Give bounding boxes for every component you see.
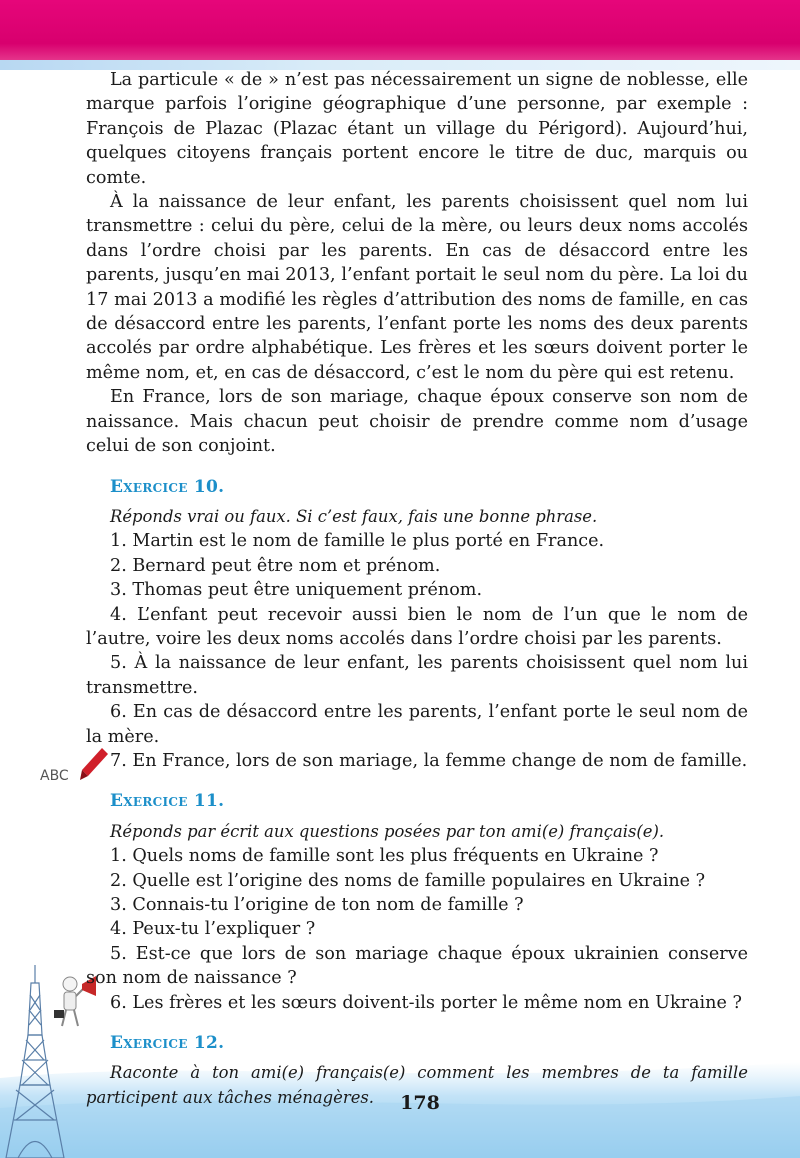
list-item: 5. À la naissance de leur enfant, les parents choisissent quel nom lui transmettre. (86, 653, 748, 698)
list-item: 5. Est-ce que lors de son mariage chaque époux ukrainien conserve son nom de naissance ? (86, 943, 748, 989)
exercise-11-list (86, 844, 748, 1015)
list-item: 3. Connais-tu l’origine de ton nom de famille ? (110, 895, 524, 915)
exercise-11-title: Exercice 11. (110, 791, 225, 812)
exercise-10-instruction: Réponds vrai ou faux. Si c’est faux, fais une bonne phrase. (110, 506, 598, 526)
header-band (0, 0, 800, 62)
list-item: 6. Les frères et les sœurs doivent-ils porter le même nom en Ukraine ? (110, 992, 742, 1013)
list-item: 7. En France, lors de son mariage, la femme change de nom de famille. (110, 750, 748, 771)
exercise-12-title: Exercice 12. (110, 1033, 225, 1054)
exercise-10-list (86, 529, 748, 773)
list-item: 6. En cas de désaccord entre les parents, l’enfant porte le seul nom de la mère. (86, 702, 748, 747)
abc-label: ABC (40, 768, 69, 784)
list-item: 1. Martin est le nom de famille le plus porté en France. (110, 531, 605, 552)
list-item: 4. L’enfant peut recevoir aussi bien le nom de l’un que le nom de l’autre, voire les deux noms accolés dans l’ordre choisi par les parents. (86, 604, 748, 649)
list-item: 2. Quelle est l’origine des noms de famille populaires en Ukraine ? (110, 870, 706, 891)
exercise-11-instruction: Réponds par écrit aux questions posées par ton ami(e) français(e). (110, 821, 665, 841)
list-item: 1. Quels noms de famille sont les plus fréquents en Ukraine ? (110, 846, 659, 867)
exercise-10-title: Exercice 10. (110, 476, 225, 497)
paragraph: À la naissance de leur enfant, les parents choisissent quel nom lui transmettre : celui du père, celui de la mère, ou leurs deux noms accolés dans l’ordre choisi par les parents. En cas de désaccord entre les parents, jusqu’en mai 2013, l’enfant portait le seul nom du père. La loi du 17 mai 2013 a modifié les règles d’attribution des noms de famille, en cas de désaccord entre les parents, l’enfant porte les noms des deux parents accolés par ordre alphabétique. Les frères et les sœurs doivent porter le même nom, et, en cas de désaccord, c’est le nom du père qui est retenu. (86, 192, 748, 383)
exercise-12-instruction: Raconte à ton ami(e) français(e) comment les membres de ta famille participent aux tâches ménagères. (86, 1063, 748, 1107)
list-item: 3. Thomas peut être uniquement prénom. (110, 580, 483, 601)
page-content (86, 68, 748, 1110)
list-item: 2. Bernard peut être nom et prénom. (110, 555, 441, 576)
paragraph: En France, lors de son mariage, chaque époux conserve son nom de naissance. Mais chacun peut choisir de prendre comme nom d’usage celui de son conjoint. (86, 387, 748, 457)
list-item: 4. Peux-tu l’expliquer ? (110, 919, 316, 940)
paragraph: La particule « de » n’est pas nécessairement un signe de noblesse, elle marque parfois l’origine géographique d’une personne, par exemple : François de Plazac (Plazac étant un village du Périgord). Aujourd’hui, quelques citoyens français portent encore le titre de duc, marquis ou comte. (86, 70, 748, 188)
page-number: 178 (400, 1092, 440, 1114)
